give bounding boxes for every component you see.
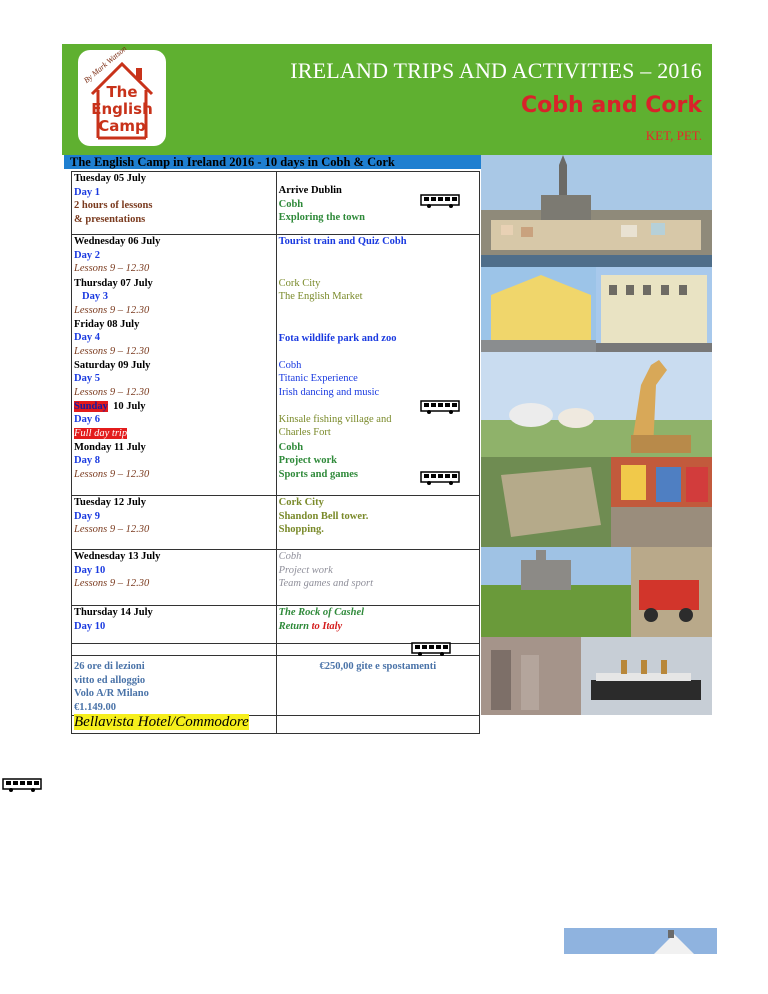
day-number: Day 10 xyxy=(74,620,106,632)
activity: to Italy xyxy=(311,620,343,632)
day-cell xyxy=(72,277,277,318)
exam-levels: KET, PET. xyxy=(645,128,702,143)
activity: Cork City xyxy=(278,497,324,508)
bus-icon xyxy=(420,194,460,208)
day-cell xyxy=(72,606,277,644)
activity-cell xyxy=(276,235,479,277)
schedule-table xyxy=(71,171,480,734)
price-detail: 26 ore di lezioni xyxy=(74,661,145,672)
day-cell xyxy=(72,441,277,496)
day-cell xyxy=(72,318,277,359)
day-number: Day 3 xyxy=(82,291,108,303)
lessons: Lessons 9 – 12.30 xyxy=(74,578,150,590)
table-row xyxy=(72,441,480,496)
table-row xyxy=(72,359,480,400)
date: Wednesday 06 July xyxy=(74,236,161,247)
activity: Exploring the town xyxy=(278,212,365,224)
hotel-name: Bellavista Hotel/Commodore xyxy=(74,714,249,730)
logo-line-2: English xyxy=(91,100,153,118)
activity: Return xyxy=(278,620,309,632)
activity: Tourist train and Quiz Cobh xyxy=(278,236,407,247)
table-row xyxy=(72,235,480,277)
lessons: Lessons 9 – 12.30 xyxy=(74,304,150,316)
activity-cell xyxy=(276,172,479,235)
bus-icon xyxy=(2,778,42,792)
charles-fort-kinsale-photo xyxy=(481,457,712,547)
table-row xyxy=(72,644,480,656)
excursions-price: €250,00 gite e spostamenti xyxy=(319,661,437,672)
spacer-cell xyxy=(276,644,479,656)
activity: Irish dancing and music xyxy=(278,386,380,398)
empty-cell xyxy=(276,716,479,734)
activity: Titanic Experience xyxy=(278,373,358,385)
logo-line-3: Camp xyxy=(98,117,146,135)
lessons: Lessons 9 – 12.30 xyxy=(74,345,150,357)
pricing-right-cell xyxy=(276,656,479,716)
day-cell xyxy=(72,496,277,550)
activity-cell xyxy=(276,277,479,318)
date: 10 July xyxy=(113,400,146,412)
lessons: Lessons 9 – 12.30 xyxy=(74,263,150,275)
hotel-cell xyxy=(72,716,277,734)
bus-icon xyxy=(420,471,460,485)
activity: Team games and sport xyxy=(278,578,374,590)
activity: Cork City xyxy=(278,277,321,289)
english-camp-logo xyxy=(78,43,166,146)
activity-cell xyxy=(276,441,479,496)
house-photo-fragment xyxy=(564,928,717,954)
activity: The English Market xyxy=(278,291,363,303)
full-day-trip-badge: Full day trip xyxy=(74,427,128,439)
price-total: €1.149.00 xyxy=(74,701,116,713)
date: Thursday 14 July xyxy=(74,607,153,618)
table-row xyxy=(72,550,480,606)
activity: Project work xyxy=(278,455,338,467)
activity-cell xyxy=(276,359,479,400)
date: Friday 08 July xyxy=(74,318,140,330)
lessons: Lessons 9 – 12.30 xyxy=(74,386,150,398)
activity: Cobh xyxy=(278,359,302,371)
table-row xyxy=(72,172,480,235)
sunday-highlight: Sunday xyxy=(74,400,108,412)
date: Monday 11 July xyxy=(74,441,146,453)
logo-line-1: The xyxy=(106,83,138,101)
page-subtitle: Cobh and Cork xyxy=(521,93,702,118)
activity: Project work xyxy=(278,564,333,576)
activity: Kinsale fishing village and xyxy=(278,413,392,425)
date: Saturday 09 July xyxy=(74,359,151,371)
spacer-cell xyxy=(72,644,277,656)
bus-icon xyxy=(411,642,451,656)
activity: Cobh xyxy=(278,551,302,562)
day-number: Day 4 xyxy=(74,332,100,344)
camp-title-bar: The English Camp in Ireland 2016 - 10 days in Cobh & Cork xyxy=(64,155,483,169)
activity: Arrive Dublin xyxy=(278,185,342,196)
day-number: Day 9 xyxy=(74,510,100,522)
titanic-street-photo xyxy=(481,637,712,715)
bus-icon xyxy=(420,400,460,414)
activity: Shopping. xyxy=(278,524,324,536)
rock-of-cashel-train-photo xyxy=(481,547,712,637)
activity-cell xyxy=(276,318,479,359)
day-number: Day 6 xyxy=(74,414,100,426)
table-row xyxy=(72,400,480,441)
activity-cell xyxy=(276,400,479,441)
day-number: Day 8 xyxy=(74,455,100,467)
lessons: Lessons 9 – 12.30 xyxy=(74,468,150,480)
price-detail: Volo A/R Milano xyxy=(74,688,149,700)
activity-cell xyxy=(276,496,479,550)
pricing-left-cell xyxy=(72,656,277,716)
lessons: 2 hours of lessons xyxy=(74,200,153,212)
photo-collage xyxy=(481,155,712,715)
day-number: Day 1 xyxy=(74,186,100,198)
zoo-animals-photo xyxy=(481,352,712,457)
activity-cell xyxy=(276,550,479,606)
table-row xyxy=(72,496,480,550)
activity: Fota wildlife park and zoo xyxy=(278,332,397,344)
day-cell xyxy=(72,235,277,277)
day-cell xyxy=(72,550,277,606)
lessons: & presentations xyxy=(74,213,146,225)
table-row xyxy=(72,318,480,359)
activity: Sports and games xyxy=(278,468,358,480)
day-number: Day 10 xyxy=(74,564,106,576)
lessons: Lessons 9 – 12.30 xyxy=(74,524,150,536)
cork-buildings-photo xyxy=(481,267,712,352)
activity-cell xyxy=(276,606,479,644)
day-number: Day 5 xyxy=(74,373,100,385)
date: Wednesday 13 July xyxy=(74,551,161,562)
cobh-harbour-photo xyxy=(481,155,712,267)
activity: Charles Fort xyxy=(278,427,331,439)
day-cell xyxy=(72,359,277,400)
date: Tuesday 05 July xyxy=(74,173,146,184)
table-row xyxy=(72,277,480,318)
day-cell xyxy=(72,400,277,441)
day-cell xyxy=(72,172,277,235)
activity: The Rock of Cashel xyxy=(278,607,365,618)
activity: Cobh xyxy=(278,441,304,453)
date: Thursday 07 July xyxy=(74,277,153,289)
activity: Cobh xyxy=(278,198,304,210)
pricing-row xyxy=(72,656,480,716)
logo-byline: By Mark Watson xyxy=(82,43,129,85)
page-title: IRELAND TRIPS AND ACTIVITIES – 2016 xyxy=(290,58,702,83)
hotel-row xyxy=(72,716,480,734)
activity: Shandon Bell tower. xyxy=(278,510,369,522)
price-detail: vitto ed alloggio xyxy=(74,674,146,686)
date: Tuesday 12 July xyxy=(74,497,146,508)
table-row xyxy=(72,606,480,644)
day-number: Day 2 xyxy=(74,249,100,261)
